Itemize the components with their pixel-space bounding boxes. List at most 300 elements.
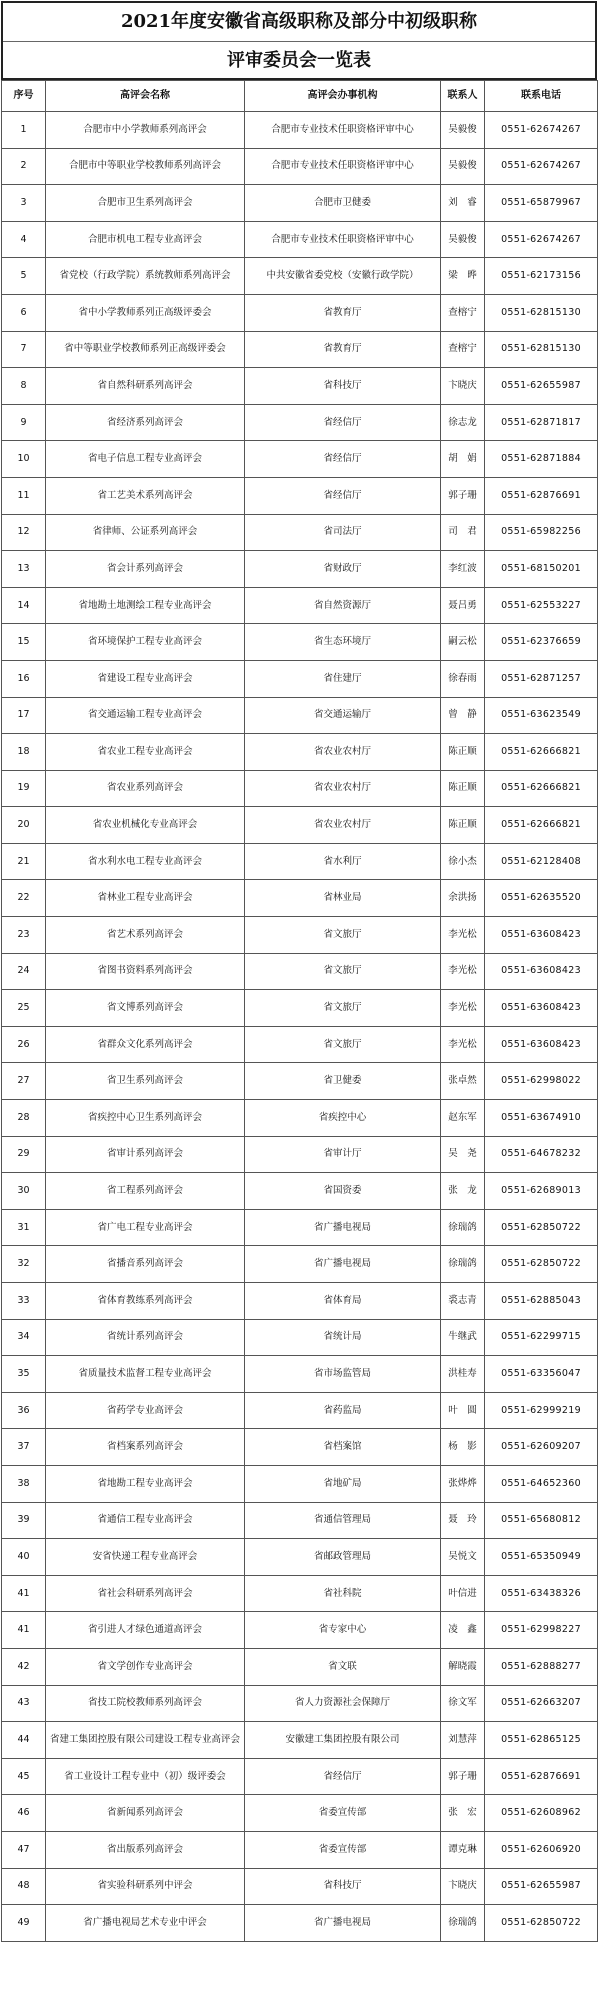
table-row <box>2 1100 598 1137</box>
cell-committee-name: 省档案系列高评会 <box>46 1429 245 1466</box>
table-row <box>2 1246 598 1283</box>
cell-index: 5 <box>2 258 46 295</box>
cell-contact: 陈正顺 <box>441 807 485 844</box>
table-row <box>2 697 598 734</box>
table-row <box>2 294 598 331</box>
cell-office: 省科技厅 <box>245 368 441 405</box>
cell-contact: 郭子珊 <box>441 477 485 514</box>
cell-contact: 李光松 <box>441 917 485 954</box>
cell-committee-name: 省律师、公证系列高评会 <box>46 514 245 551</box>
cell-phone: 0551-62871884 <box>485 441 598 478</box>
cell-contact: 卞晓庆 <box>441 1868 485 1905</box>
cell-phone: 0551-62655987 <box>485 1868 598 1905</box>
cell-phone: 0551-62871257 <box>485 660 598 697</box>
cell-phone: 0551-62376659 <box>485 624 598 661</box>
table-row <box>2 1758 598 1795</box>
cell-contact: 裘志青 <box>441 1283 485 1320</box>
cell-office: 省广播电视局 <box>245 1209 441 1246</box>
cell-office: 省社科院 <box>245 1575 441 1612</box>
table-row <box>2 1539 598 1576</box>
cell-index: 11 <box>2 477 46 514</box>
cell-index: 34 <box>2 1319 46 1356</box>
cell-index: 17 <box>2 697 46 734</box>
cell-office: 合肥市专业技术任职资格评审中心 <box>245 148 441 185</box>
cell-phone: 0551-62815130 <box>485 331 598 368</box>
cell-phone: 0551-62876691 <box>485 1758 598 1795</box>
cell-phone: 0551-62655987 <box>485 368 598 405</box>
table-body <box>2 112 598 1942</box>
cell-phone: 0551-63623549 <box>485 697 598 734</box>
cell-phone: 0551-62885043 <box>485 1283 598 1320</box>
cell-phone: 0551-63674910 <box>485 1100 598 1137</box>
cell-index: 15 <box>2 624 46 661</box>
header-committee-name: 高评会名称 <box>46 81 245 112</box>
cell-index: 18 <box>2 734 46 771</box>
cell-contact: 吴毅俊 <box>441 148 485 185</box>
cell-contact: 凌 鑫 <box>441 1612 485 1649</box>
cell-index: 24 <box>2 953 46 990</box>
cell-contact: 司 君 <box>441 514 485 551</box>
cell-committee-name: 省工艺美术系列高评会 <box>46 477 245 514</box>
cell-phone: 0551-62173156 <box>485 258 598 295</box>
cell-committee-name: 省工业设计工程专业中（初）级评委会 <box>46 1758 245 1795</box>
cell-office: 中共安徽省委党校（安徽行政学院） <box>245 258 441 295</box>
cell-committee-name: 省群众文化系列高评会 <box>46 1026 245 1063</box>
table-row <box>2 1868 598 1905</box>
header-index: 序号 <box>2 81 46 112</box>
cell-committee-name: 合肥市中等职业学校教师系列高评会 <box>46 148 245 185</box>
table-row <box>2 1392 598 1429</box>
cell-committee-name: 合肥市机电工程专业高评会 <box>46 221 245 258</box>
table-row <box>2 477 598 514</box>
cell-contact: 刘慧萍 <box>441 1722 485 1759</box>
table-row <box>2 551 598 588</box>
cell-contact: 陈正顺 <box>441 734 485 771</box>
cell-contact: 李红波 <box>441 551 485 588</box>
cell-office: 省委宣传部 <box>245 1831 441 1868</box>
table-row <box>2 770 598 807</box>
cell-phone: 0551-62850722 <box>485 1905 598 1942</box>
cell-committee-name: 省党校（行政学院）系统教师系列高评会 <box>46 258 245 295</box>
cell-phone: 0551-62666821 <box>485 770 598 807</box>
cell-contact: 余洪扬 <box>441 880 485 917</box>
cell-index: 20 <box>2 807 46 844</box>
cell-office: 省文旅厅 <box>245 990 441 1027</box>
cell-contact: 曾 静 <box>441 697 485 734</box>
cell-index: 2 <box>2 148 46 185</box>
cell-index: 45 <box>2 1758 46 1795</box>
cell-office: 省教育厅 <box>245 294 441 331</box>
cell-committee-name: 省质量技术监督工程专业高评会 <box>46 1356 245 1393</box>
cell-contact: 杨 影 <box>441 1429 485 1466</box>
cell-committee-name: 省播音系列高评会 <box>46 1246 245 1283</box>
cell-index: 1 <box>2 112 46 149</box>
cell-contact: 胡 娟 <box>441 441 485 478</box>
cell-phone: 0551-62606920 <box>485 1831 598 1868</box>
cell-committee-name: 省电子信息工程专业高评会 <box>46 441 245 478</box>
cell-office: 省广播电视局 <box>245 1246 441 1283</box>
cell-office: 省审计厅 <box>245 1136 441 1173</box>
table-row <box>2 660 598 697</box>
cell-phone: 0551-65879967 <box>485 185 598 222</box>
cell-contact: 谭克琳 <box>441 1831 485 1868</box>
cell-committee-name: 省新闻系列高评会 <box>46 1795 245 1832</box>
cell-contact: 张卓然 <box>441 1063 485 1100</box>
cell-committee-name: 省建工集团控股有限公司建设工程专业高评会 <box>46 1722 245 1759</box>
cell-office: 省卫健委 <box>245 1063 441 1100</box>
cell-committee-name: 省中等职业学校教师系列正高级评委会 <box>46 331 245 368</box>
cell-office: 省统计局 <box>245 1319 441 1356</box>
cell-committee-name: 省文博系列高评会 <box>46 990 245 1027</box>
cell-index: 25 <box>2 990 46 1027</box>
table-row <box>2 1173 598 1210</box>
cell-office: 省专家中心 <box>245 1612 441 1649</box>
cell-contact: 查榕宁 <box>441 331 485 368</box>
cell-office: 省农业农村厅 <box>245 734 441 771</box>
cell-phone: 0551-63608423 <box>485 990 598 1027</box>
committee-table <box>1 80 598 1942</box>
cell-committee-name: 省疾控中心卫生系列高评会 <box>46 1100 245 1137</box>
cell-phone: 0551-62674267 <box>485 221 598 258</box>
cell-contact: 陈正顺 <box>441 770 485 807</box>
cell-office: 省文旅厅 <box>245 1026 441 1063</box>
cell-contact: 查榕宁 <box>441 294 485 331</box>
cell-phone: 0551-63608423 <box>485 917 598 954</box>
cell-office: 省文旅厅 <box>245 953 441 990</box>
cell-committee-name: 省广电工程专业高评会 <box>46 1209 245 1246</box>
cell-phone: 0551-62998227 <box>485 1612 598 1649</box>
cell-office: 省体育局 <box>245 1283 441 1320</box>
cell-office: 省文联 <box>245 1648 441 1685</box>
table-row <box>2 1063 598 1100</box>
cell-committee-name: 安省快递工程专业高评会 <box>46 1539 245 1576</box>
document-title-line-1: 2021年度安徽省高级职称及部分中初级职称 <box>120 11 478 32</box>
cell-office: 省经信厅 <box>245 404 441 441</box>
cell-index: 30 <box>2 1173 46 1210</box>
cell-committee-name: 省交通运输工程专业高评会 <box>46 697 245 734</box>
cell-contact: 徐瑞鸽 <box>441 1209 485 1246</box>
table-row <box>2 258 598 295</box>
cell-index: 31 <box>2 1209 46 1246</box>
cell-index: 29 <box>2 1136 46 1173</box>
table-row <box>2 1319 598 1356</box>
cell-index: 47 <box>2 1831 46 1868</box>
cell-index: 33 <box>2 1283 46 1320</box>
cell-contact: 徐小杰 <box>441 843 485 880</box>
table-header-row <box>2 81 598 112</box>
cell-contact: 刘 睿 <box>441 185 485 222</box>
cell-contact: 李光松 <box>441 953 485 990</box>
cell-committee-name: 省药学专业高评会 <box>46 1392 245 1429</box>
cell-phone: 0551-64678232 <box>485 1136 598 1173</box>
table-row <box>2 148 598 185</box>
cell-phone: 0551-62663207 <box>485 1685 598 1722</box>
table-row <box>2 1685 598 1722</box>
cell-committee-name: 省建设工程专业高评会 <box>46 660 245 697</box>
cell-index: 43 <box>2 1685 46 1722</box>
cell-index: 26 <box>2 1026 46 1063</box>
cell-contact: 洪桂寿 <box>441 1356 485 1393</box>
cell-committee-name: 省出版系列高评会 <box>46 1831 245 1868</box>
cell-contact: 徐文军 <box>441 1685 485 1722</box>
header-phone: 联系电话 <box>485 81 598 112</box>
cell-office: 省市场监管局 <box>245 1356 441 1393</box>
table-row <box>2 1502 598 1539</box>
cell-phone: 0551-62666821 <box>485 734 598 771</box>
cell-committee-name: 省图书资料系列高评会 <box>46 953 245 990</box>
cell-index: 41 <box>2 1612 46 1649</box>
cell-office: 省经信厅 <box>245 477 441 514</box>
cell-phone: 0551-64652360 <box>485 1465 598 1502</box>
cell-index: 9 <box>2 404 46 441</box>
cell-phone: 0551-62998022 <box>485 1063 598 1100</box>
table-row <box>2 112 598 149</box>
cell-office: 省水利厅 <box>245 843 441 880</box>
table-row <box>2 368 598 405</box>
cell-contact: 吴 尧 <box>441 1136 485 1173</box>
cell-index: 41 <box>2 1575 46 1612</box>
cell-office: 省林业局 <box>245 880 441 917</box>
cell-committee-name: 省卫生系列高评会 <box>46 1063 245 1100</box>
table-row <box>2 1136 598 1173</box>
cell-phone: 0551-63356047 <box>485 1356 598 1393</box>
table-row <box>2 734 598 771</box>
cell-phone: 0551-62815130 <box>485 294 598 331</box>
cell-office: 合肥市专业技术任职资格评审中心 <box>245 112 441 149</box>
table-row <box>2 1831 598 1868</box>
cell-phone: 0551-62850722 <box>485 1209 598 1246</box>
cell-phone: 0551-62553227 <box>485 587 598 624</box>
table-row <box>2 1283 598 1320</box>
cell-office: 省生态环境厅 <box>245 624 441 661</box>
cell-contact: 徐志龙 <box>441 404 485 441</box>
cell-office: 省地矿局 <box>245 1465 441 1502</box>
title-box <box>1 1 597 80</box>
cell-committee-name: 省艺术系列高评会 <box>46 917 245 954</box>
cell-office: 省人力资源社会保障厅 <box>245 1685 441 1722</box>
cell-office: 省邮政管理局 <box>245 1539 441 1576</box>
cell-office: 省住建厅 <box>245 660 441 697</box>
cell-phone: 0551-62635520 <box>485 880 598 917</box>
table-row <box>2 1209 598 1246</box>
cell-committee-name: 省农业系列高评会 <box>46 770 245 807</box>
cell-committee-name: 省审计系列高评会 <box>46 1136 245 1173</box>
cell-index: 42 <box>2 1648 46 1685</box>
cell-office: 省司法厅 <box>245 514 441 551</box>
cell-phone: 0551-62674267 <box>485 112 598 149</box>
cell-committee-name: 省经济系列高评会 <box>46 404 245 441</box>
cell-office: 省财政厅 <box>245 551 441 588</box>
table-row <box>2 404 598 441</box>
cell-committee-name: 省统计系列高评会 <box>46 1319 245 1356</box>
document-title-line-2: 评审委员会一览表 <box>3 41 595 80</box>
cell-committee-name: 省地勘土地测绘工程专业高评会 <box>46 587 245 624</box>
cell-index: 12 <box>2 514 46 551</box>
cell-office: 省经信厅 <box>245 1758 441 1795</box>
cell-contact: 卞晓庆 <box>441 368 485 405</box>
cell-phone: 0551-62666821 <box>485 807 598 844</box>
table-row <box>2 1429 598 1466</box>
cell-committee-name: 省农业工程专业高评会 <box>46 734 245 771</box>
table-row <box>2 221 598 258</box>
cell-office: 省文旅厅 <box>245 917 441 954</box>
cell-committee-name: 省引进人才绿色通道高评会 <box>46 1612 245 1649</box>
cell-office: 省疾控中心 <box>245 1100 441 1137</box>
cell-index: 13 <box>2 551 46 588</box>
cell-phone: 0551-62128408 <box>485 843 598 880</box>
header-office: 高评会办事机构 <box>245 81 441 112</box>
cell-index: 36 <box>2 1392 46 1429</box>
cell-contact: 徐春雨 <box>441 660 485 697</box>
cell-contact: 张烨烨 <box>441 1465 485 1502</box>
table-row <box>2 1465 598 1502</box>
table-row <box>2 1795 598 1832</box>
table-row <box>2 1026 598 1063</box>
table-row <box>2 1575 598 1612</box>
cell-contact: 聂 玲 <box>441 1502 485 1539</box>
cell-index: 49 <box>2 1905 46 1942</box>
cell-office: 省自然资源厅 <box>245 587 441 624</box>
cell-phone: 0551-65680812 <box>485 1502 598 1539</box>
table-row <box>2 1648 598 1685</box>
cell-committee-name: 省广播电视局艺术专业中评会 <box>46 1905 245 1942</box>
cell-contact: 解晓霞 <box>441 1648 485 1685</box>
cell-index: 3 <box>2 185 46 222</box>
cell-contact: 郭子珊 <box>441 1758 485 1795</box>
cell-committee-name: 省技工院校教师系列高评会 <box>46 1685 245 1722</box>
cell-office: 省教育厅 <box>245 331 441 368</box>
cell-office: 省档案馆 <box>245 1429 441 1466</box>
cell-phone: 0551-63438326 <box>485 1575 598 1612</box>
cell-committee-name: 省工程系列高评会 <box>46 1173 245 1210</box>
cell-office: 合肥市专业技术任职资格评审中心 <box>245 221 441 258</box>
cell-index: 40 <box>2 1539 46 1576</box>
cell-committee-name: 省环境保护工程专业高评会 <box>46 624 245 661</box>
table-row <box>2 917 598 954</box>
cell-committee-name: 省水利水电工程专业高评会 <box>46 843 245 880</box>
cell-contact: 吴毅俊 <box>441 112 485 149</box>
cell-index: 28 <box>2 1100 46 1137</box>
cell-phone: 0551-63608423 <box>485 1026 598 1063</box>
cell-phone: 0551-62608962 <box>485 1795 598 1832</box>
cell-phone: 0551-62876691 <box>485 477 598 514</box>
cell-committee-name: 省农业机械化专业高评会 <box>46 807 245 844</box>
cell-index: 10 <box>2 441 46 478</box>
cell-index: 4 <box>2 221 46 258</box>
table-row <box>2 185 598 222</box>
cell-index: 48 <box>2 1868 46 1905</box>
table-row <box>2 1905 598 1942</box>
cell-contact: 张 宏 <box>441 1795 485 1832</box>
cell-office: 合肥市卫健委 <box>245 185 441 222</box>
cell-office: 省农业农村厅 <box>245 807 441 844</box>
header-contact: 联系人 <box>441 81 485 112</box>
cell-phone: 0551-62888277 <box>485 1648 598 1685</box>
cell-index: 37 <box>2 1429 46 1466</box>
cell-contact: 吴毅俊 <box>441 221 485 258</box>
cell-committee-name: 省体育教练系列高评会 <box>46 1283 245 1320</box>
cell-committee-name: 合肥市中小学教师系列高评会 <box>46 112 245 149</box>
cell-index: 46 <box>2 1795 46 1832</box>
table-row <box>2 624 598 661</box>
cell-committee-name: 省自然科研系列高评会 <box>46 368 245 405</box>
cell-office: 省经信厅 <box>245 441 441 478</box>
cell-phone: 0551-68150201 <box>485 551 598 588</box>
cell-office: 省委宣传部 <box>245 1795 441 1832</box>
cell-committee-name: 省文学创作专业高评会 <box>46 1648 245 1685</box>
cell-index: 14 <box>2 587 46 624</box>
cell-phone: 0551-62850722 <box>485 1246 598 1283</box>
cell-contact: 叶 圆 <box>441 1392 485 1429</box>
cell-index: 22 <box>2 880 46 917</box>
cell-office: 安徽建工集团控股有限公司 <box>245 1722 441 1759</box>
cell-contact: 李光松 <box>441 990 485 1027</box>
cell-committee-name: 省通信工程专业高评会 <box>46 1502 245 1539</box>
cell-committee-name: 省中小学教师系列正高级评委会 <box>46 294 245 331</box>
cell-office: 省国资委 <box>245 1173 441 1210</box>
cell-committee-name: 合肥市卫生系列高评会 <box>46 185 245 222</box>
cell-contact: 梁 晔 <box>441 258 485 295</box>
cell-contact: 徐瑞鸽 <box>441 1246 485 1283</box>
cell-office: 省通信管理局 <box>245 1502 441 1539</box>
table-row <box>2 1722 598 1759</box>
table-row <box>2 331 598 368</box>
cell-phone: 0551-62609207 <box>485 1429 598 1466</box>
table-row <box>2 990 598 1027</box>
cell-committee-name: 省社会科研系列高评会 <box>46 1575 245 1612</box>
cell-committee-name: 省地勘工程专业高评会 <box>46 1465 245 1502</box>
cell-index: 21 <box>2 843 46 880</box>
cell-contact: 吴悦文 <box>441 1539 485 1576</box>
cell-phone: 0551-62871817 <box>485 404 598 441</box>
cell-index: 8 <box>2 368 46 405</box>
cell-contact: 赵东军 <box>441 1100 485 1137</box>
cell-phone: 0551-62999219 <box>485 1392 598 1429</box>
cell-index: 44 <box>2 1722 46 1759</box>
cell-index: 35 <box>2 1356 46 1393</box>
cell-contact: 李光松 <box>441 1026 485 1063</box>
table-row <box>2 514 598 551</box>
cell-contact: 聂吕勇 <box>441 587 485 624</box>
cell-office: 省广播电视局 <box>245 1905 441 1942</box>
cell-phone: 0551-65982256 <box>485 514 598 551</box>
cell-phone: 0551-62689013 <box>485 1173 598 1210</box>
cell-committee-name: 省林业工程专业高评会 <box>46 880 245 917</box>
cell-office: 省药监局 <box>245 1392 441 1429</box>
cell-contact: 徐瑞鸽 <box>441 1905 485 1942</box>
table-row <box>2 953 598 990</box>
cell-index: 16 <box>2 660 46 697</box>
cell-contact: 叶信进 <box>441 1575 485 1612</box>
cell-index: 39 <box>2 1502 46 1539</box>
table-row <box>2 1356 598 1393</box>
cell-index: 38 <box>2 1465 46 1502</box>
cell-phone: 0551-62299715 <box>485 1319 598 1356</box>
table-row <box>2 807 598 844</box>
cell-phone: 0551-63608423 <box>485 953 598 990</box>
cell-office: 省科技厅 <box>245 1868 441 1905</box>
cell-committee-name: 省实验科研系列中评会 <box>46 1868 245 1905</box>
cell-contact: 嗣云松 <box>441 624 485 661</box>
cell-phone: 0551-62674267 <box>485 148 598 185</box>
cell-index: 27 <box>2 1063 46 1100</box>
cell-index: 32 <box>2 1246 46 1283</box>
table-row <box>2 843 598 880</box>
cell-phone: 0551-62865125 <box>485 1722 598 1759</box>
cell-index: 7 <box>2 331 46 368</box>
table-row <box>2 1612 598 1649</box>
cell-index: 19 <box>2 770 46 807</box>
